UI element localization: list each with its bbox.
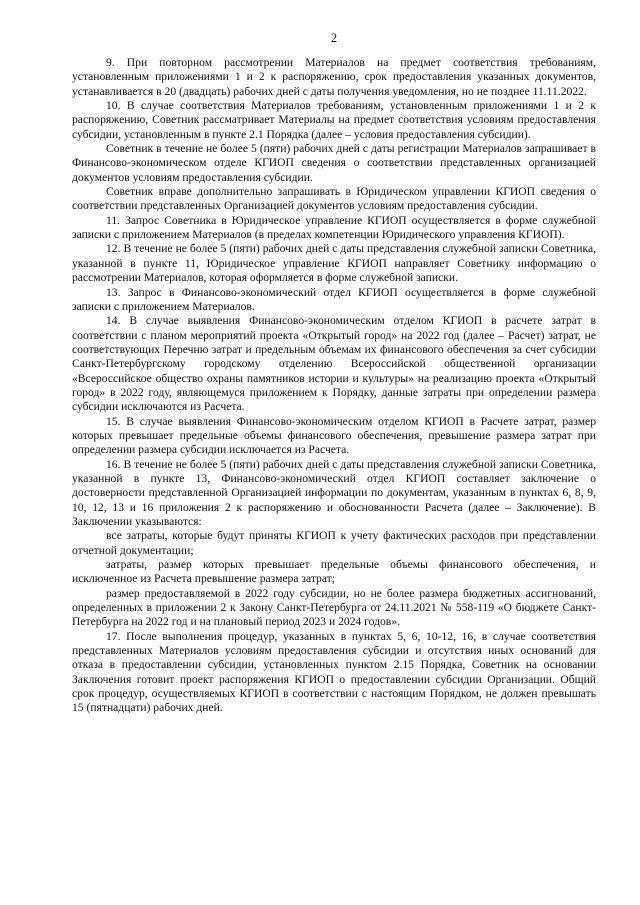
- paragraph-16-excess-costs: затраты, размер которых превышает предельные объемы финансового обеспечения, и исключенное из Расчета превышение размера затрат;: [72, 558, 596, 586]
- paragraph-10-legal-request: Советник вправе дополнительно запрашивать в Юридическом управлении КГИОП сведения о соответствии представленных Организацией документов условиям предоставления субсидии.: [72, 185, 596, 213]
- paragraph-16: 16. В течение не более 5 (пяти) рабочих дней с даты представления служебной записки Советника, указанной в пункте 13, Финансово-экономический отдел КГИОП составляет заключение о достоверности представленной Организацией информации по документам, указанным в пунктах 6, 8, 9, 10, 12, 13 и 16 приложения 2 к распоряжению и обоснованности Расчета (далее – Заключение). В Заключении указываются:: [72, 457, 596, 528]
- paragraph-13: 13. Запрос в Финансово-экономический отдел КГИОП осуществляется в форме служебной записки с приложением Материалов.: [72, 285, 596, 313]
- paragraph-10-advisor-request: Советник в течение не более 5 (пяти) рабочих дней с даты регистрации Материалов запрашивает в Финансово-экономическом отделе КГИОП сведения о соответствии представленных организацией документов условиям предоставления субсидии.: [72, 142, 596, 184]
- paragraph-17: 17. После выполнения процедур, указанных в пунктах 5, 6, 10-12, 16, в случае соответствия представленных Материалов условиям предоставления субсидии и отсутствия иных оснований для отказа в предоставлении субсидии, установленных пунктом 2.15 Порядка, Советник на основании Заключения готовит проект распоряжения КГИОП о предоставлении субсидии Организации. Общий срок процедур, осуществляемых КГИОП в соответствии с настоящим Порядком, не должен превышать 15 (пятнадцати) рабочих дней.: [72, 629, 596, 715]
- paragraph-11: 11. Запрос Советника в Юридическое управление КГИОП осуществляется в форме служебной записки с приложением Материалов (в пределах компетенции Юридического управления КГИОП).: [72, 213, 596, 242]
- paragraph-16-subsidy-amount: размер предоставляемой в 2022 году субсидии, но не более размера бюджетных ассигнований, определенных в приложении 2 к Закону Санкт-Петербурга от 24.11.2021 № 558-119 «О бюджете Санкт-Петербурга на 2022 год и на плановый период 2023 и 2024 годов».: [72, 586, 596, 629]
- paragraph-12: 12. В течение не более 5 (пяти) рабочих дней с даты представления служебной записки Советника, указанной в пункте 11, Юридическое управление КГИОП направляет Советнику информацию о рассмотрении Материалов, которая оформляется в форме служебной записки.: [72, 242, 596, 285]
- paragraph-15: 15. В случае выявления Финансово-экономическим отделом КГИОП в Расчете затрат, размер которых превышает предельные объемы финансового обеспечения, превышение размера затрат при определении размера субсидии исключается из Расчета.: [72, 414, 596, 457]
- page-number: 2: [330, 31, 338, 45]
- paragraph-10: 10. В случае соответствия Материалов требованиям, установленным приложениями 1 и 2 к распоряжению, Советник рассматривает Материалы на предмет соответствия условиям предоставления субсидии, установленным в пункте 2.1 Порядка (далее – условия предоставления субсидии).: [72, 99, 596, 141]
- paragraph-16-all-costs: все затраты, которые будут приняты КГИОП к учету фактических расходов при представлении отчетной документации;: [72, 529, 596, 557]
- paragraph-9: 9. При повторном рассмотрении Материалов на предмет соответствия требованиям, установленным приложениями 1 и 2 к распоряжению, срок предоставления указанных документов, устанавливается в 20 (двадцать) рабочих дней с даты получения уведомления, но не позднее 11.11.2022.: [72, 56, 596, 98]
- paragraph-14: 14. В случае выявления Финансово-экономическим отделом КГИОП в расчете затрат в соответствии с планом мероприятий проекта «Открытый город» на 2022 год (далее – Расчет) затрат, не соответствующих Перечню затрат и предельным объемам их финансового обеспечения за счет субсидии Санкт-Петербургскому городскому отделению Всероссийской общественной организации «Всероссийское общество охраны памятников истории и культуры» на реализацию проекта «Открытый город» в 2022 году, являющемуся приложением к Порядку, данные затраты при определении размера субсидии исключаются из Расчета.: [72, 314, 596, 414]
